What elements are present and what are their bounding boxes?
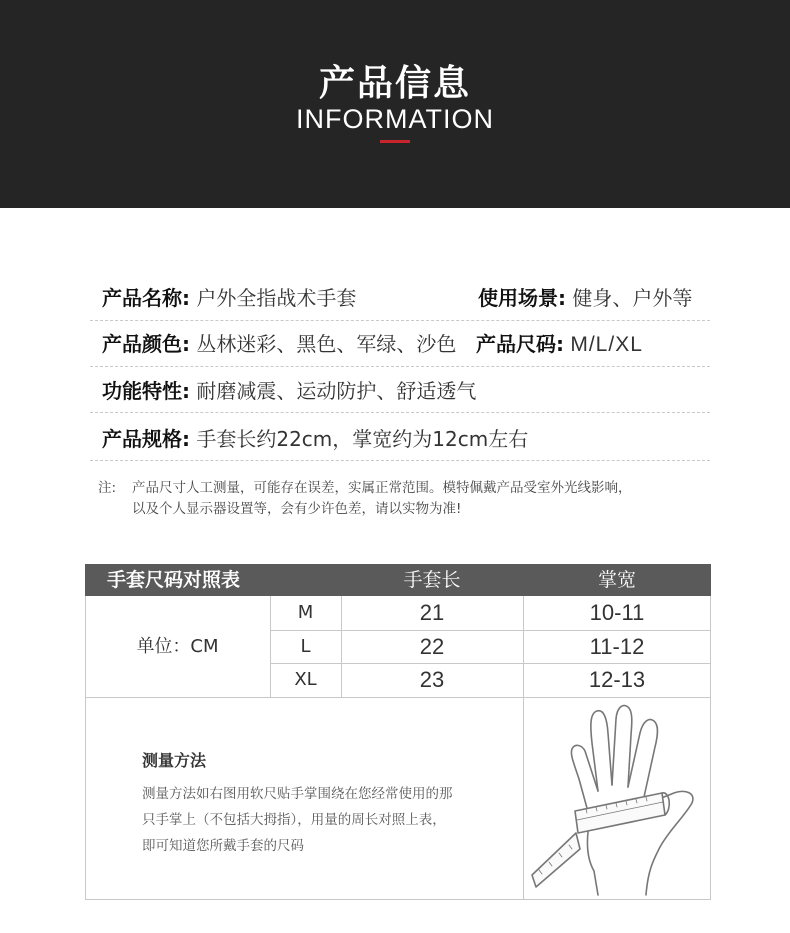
- table-border: [85, 899, 711, 900]
- info-field-feature: [102, 375, 476, 404]
- info-field-size: [476, 328, 643, 357]
- length-cell: 22: [419, 634, 445, 659]
- info-label: 产品颜色:: [102, 332, 190, 356]
- info-field-color: [102, 328, 456, 357]
- method-line: 只手掌上（不包括大拇指），用量的周长对照上表，: [142, 812, 446, 828]
- method-line: 即可知道您所戴手套的尺码: [142, 838, 304, 854]
- info-value: 户外全指战术手套: [196, 286, 357, 310]
- width-cell: 11-12: [589, 634, 645, 659]
- column-header-width: 掌宽: [523, 564, 711, 596]
- table-caption: 手套尺码对照表: [85, 564, 341, 596]
- size-cell: L: [300, 636, 311, 657]
- info-value: 健身、户外等: [572, 286, 693, 310]
- info-label: 功能特性:: [102, 379, 190, 403]
- accent-divider: [380, 140, 410, 143]
- info-value: 耐磨减震、运动防护、舒适透气: [196, 379, 477, 403]
- info-value: M/L/XL: [570, 333, 643, 356]
- section-title: 产品信息: [318, 63, 471, 104]
- info-value: 丛林迷彩、黑色、军绿、沙色: [196, 332, 457, 356]
- info-label: 产品规格:: [102, 427, 190, 451]
- info-row: [90, 375, 710, 413]
- hand-measure-icon: [524, 699, 710, 899]
- size-cell: M: [297, 602, 314, 623]
- width-cell: 12-13: [588, 667, 646, 692]
- info-field-spec: [102, 423, 528, 452]
- info-label: 使用场景:: [478, 286, 566, 310]
- length-cell: 23: [419, 667, 445, 692]
- table-gridline: [85, 697, 711, 698]
- section-subtitle: INFORMATION: [296, 104, 494, 134]
- unit-label: 单位：CM: [136, 636, 219, 657]
- width-cell: 10-11: [589, 600, 645, 625]
- method-title: 测量方法: [142, 751, 207, 770]
- info-value: 手套长约22cm，掌宽约为12cm左右: [196, 427, 529, 451]
- info-label: 产品名称:: [102, 286, 190, 310]
- info-field-scene: [478, 282, 692, 311]
- note-tag: 注:: [98, 480, 117, 496]
- info-label: 产品尺码:: [476, 332, 564, 356]
- info-row: [90, 423, 710, 461]
- method-line: 测量方法如右图用软尺贴手掌围绕在您经常使用的那: [142, 786, 453, 802]
- method-description: [142, 781, 492, 859]
- info-row: [90, 328, 710, 367]
- length-cell: 21: [419, 600, 445, 625]
- size-cell: XL: [294, 669, 317, 690]
- header-banner: [0, 0, 790, 208]
- note-line: 产品尺寸人工测量，可能存在误差，实属正常范围。模特佩戴产品受室外光线影响，: [132, 480, 632, 496]
- note-line: 以及个人显示器设置等，会有少许色差，请以实物为准!: [132, 501, 462, 517]
- info-field-name: [102, 282, 356, 311]
- info-row: [90, 282, 710, 321]
- column-header-length: 手套长: [341, 564, 523, 596]
